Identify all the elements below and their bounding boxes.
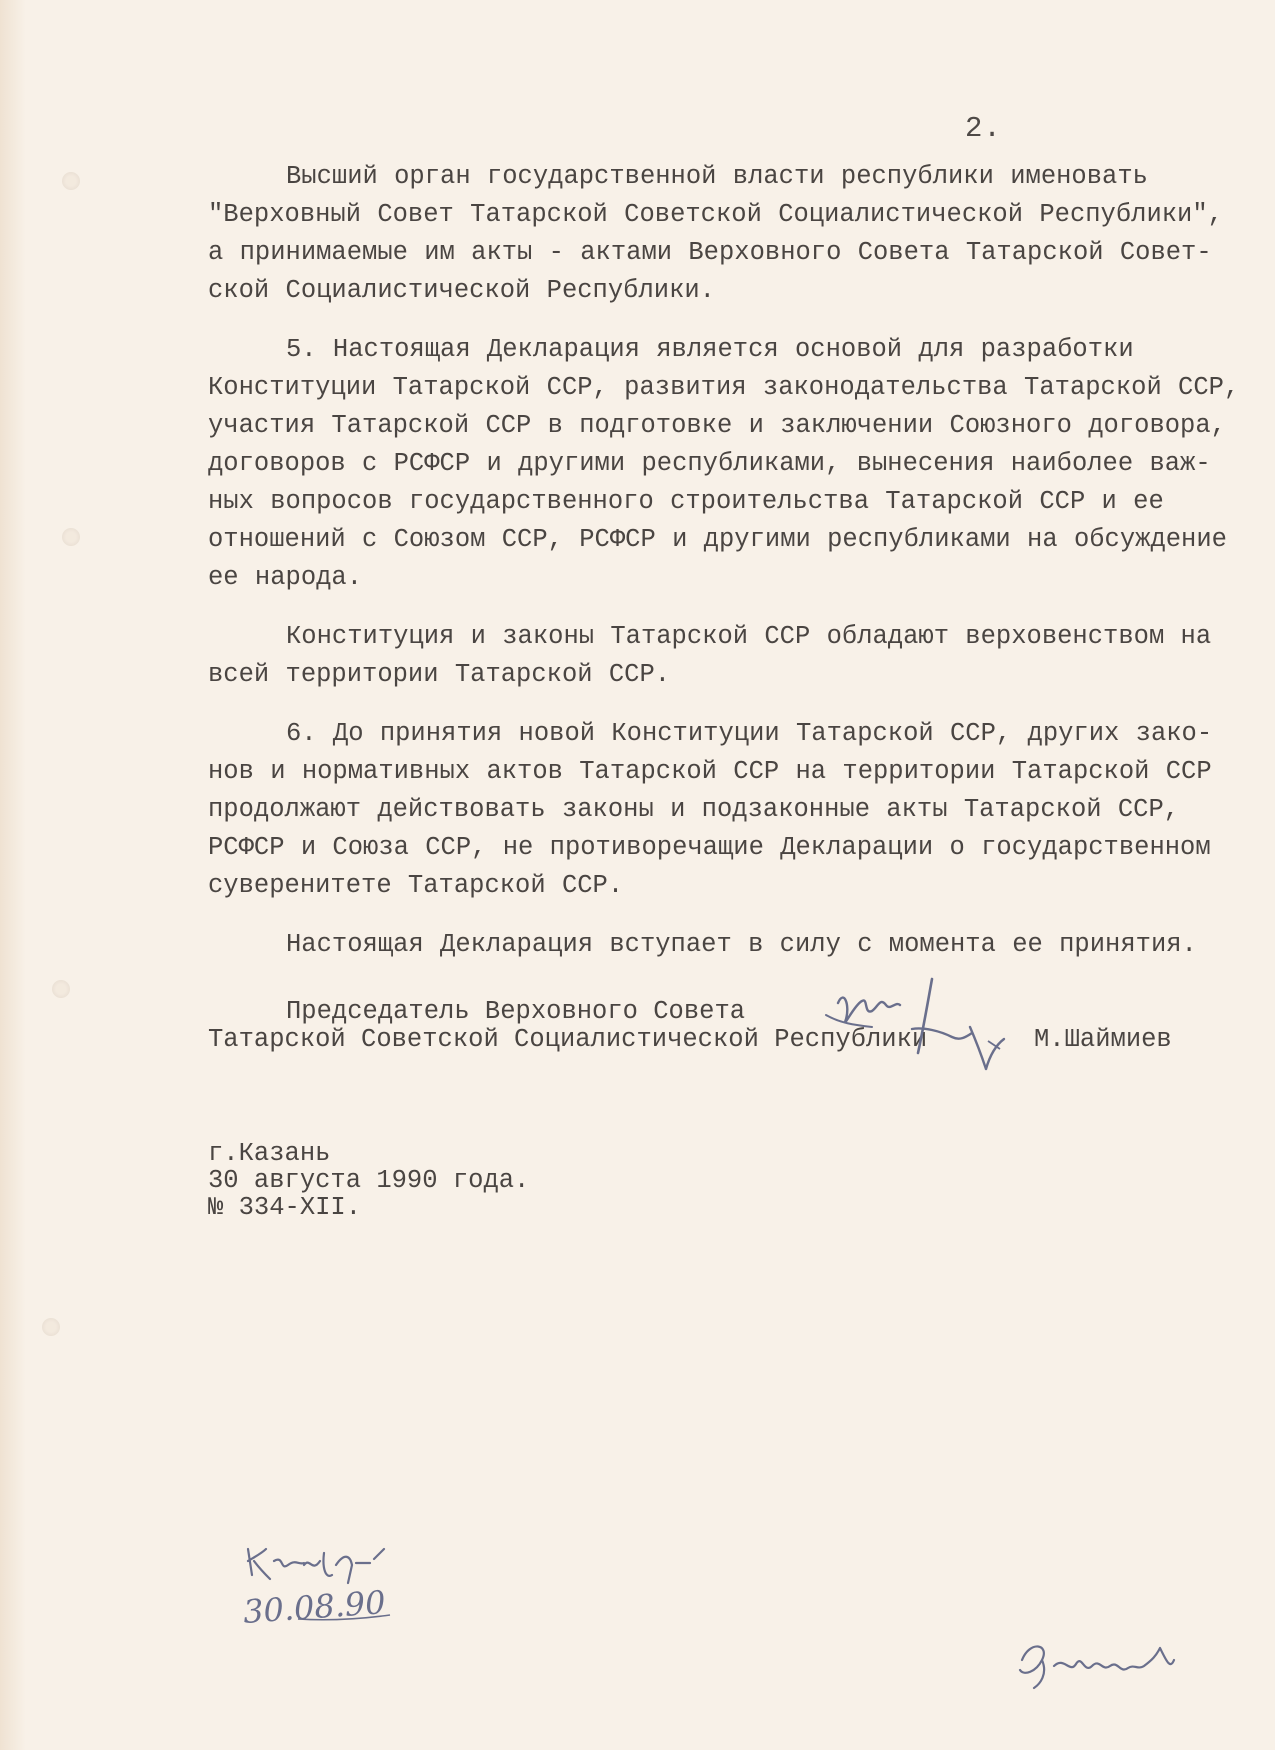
city: г.Казань: [208, 1139, 331, 1168]
punch-hole: [62, 528, 80, 546]
paragraph-constitution-supremacy: [208, 618, 1218, 694]
text-line: продолжают действовать законы и подзаконные акты Татарской ССР,: [208, 795, 1180, 824]
punch-hole: [42, 1318, 60, 1336]
text-line: а принимаемые им акты - актами Верховного Совета Татарской Совет-: [208, 238, 1212, 267]
text-line: участия Татарской ССР в подготовке и заключении Союзного договора,: [208, 411, 1226, 440]
paragraph-article-5: [208, 331, 1240, 597]
signatory-title-line1: Председатель Верховного Совета: [286, 997, 746, 1026]
text-line: ее народа.: [208, 563, 363, 592]
text-line: отношений с Союзом ССР, РСФСР и другими республиками на обсуждение: [208, 525, 1227, 554]
text-line: "Верховный Совет Татарской Советской Социалистической Республики",: [208, 200, 1223, 229]
text-line: ных вопросов государственного строительства Татарской ССР и ее: [208, 487, 1164, 516]
paragraph-supreme-body: [208, 158, 1223, 310]
punch-hole: [62, 172, 80, 190]
text-line: суверенитете Татарской ССР.: [208, 871, 624, 900]
handwritten-signature-bottom-right: [1010, 1630, 1210, 1710]
text-line: РСФСР и Союза ССР, не противоречащие Декларации о государственном: [208, 833, 1211, 862]
handwritten-date: 30.08.90: [241, 1583, 387, 1631]
signatory-name: М.Шаймиев: [1034, 1025, 1172, 1054]
text-line: ской Социалистической Республики.: [208, 276, 715, 305]
page-number: 2.: [965, 112, 1002, 145]
declaration-body: [208, 158, 1240, 985]
handwritten-signature: [820, 975, 1050, 1075]
date: 30 августа 1990 года.: [208, 1166, 530, 1195]
punch-hole: [52, 980, 70, 998]
paragraph-article-6: [208, 715, 1218, 905]
text-line: 5. Настоящая Декларация является основой для разработки: [286, 335, 1134, 364]
document-number: № 334-XII.: [208, 1193, 362, 1222]
text-line: 6. До принятия новой Конституции Татарской ССР, других зако-: [286, 719, 1213, 748]
signature-block: [208, 998, 1238, 1054]
place-date-block: [208, 1140, 529, 1221]
signatory-title-line2: Татарской Советской Социалистической Республики: [208, 1025, 928, 1054]
text-line: Конституция и законы Татарской ССР обладают верховенством на: [286, 622, 1212, 651]
handwritten-note-bottom-left: [240, 1535, 470, 1655]
text-line: Настоящая Декларация вступает в силу с момента ее принятия.: [286, 930, 1197, 959]
text-line: всей территории Татарской ССР.: [208, 660, 671, 689]
text-line: договоров с РСФСР и другими республиками, вынесения наиболее важ-: [208, 449, 1211, 478]
text-line: Конституции Татарской ССР, развития законодательства Татарской ССР,: [208, 373, 1240, 402]
text-line: Высший орган государственной власти республики именовать: [286, 162, 1148, 191]
text-line: нов и нормативных актов Татарской ССР на территории Татарской ССР: [208, 757, 1212, 786]
paragraph-entry-into-force: [208, 926, 1218, 964]
paper-edge-stain: [0, 0, 26, 1750]
